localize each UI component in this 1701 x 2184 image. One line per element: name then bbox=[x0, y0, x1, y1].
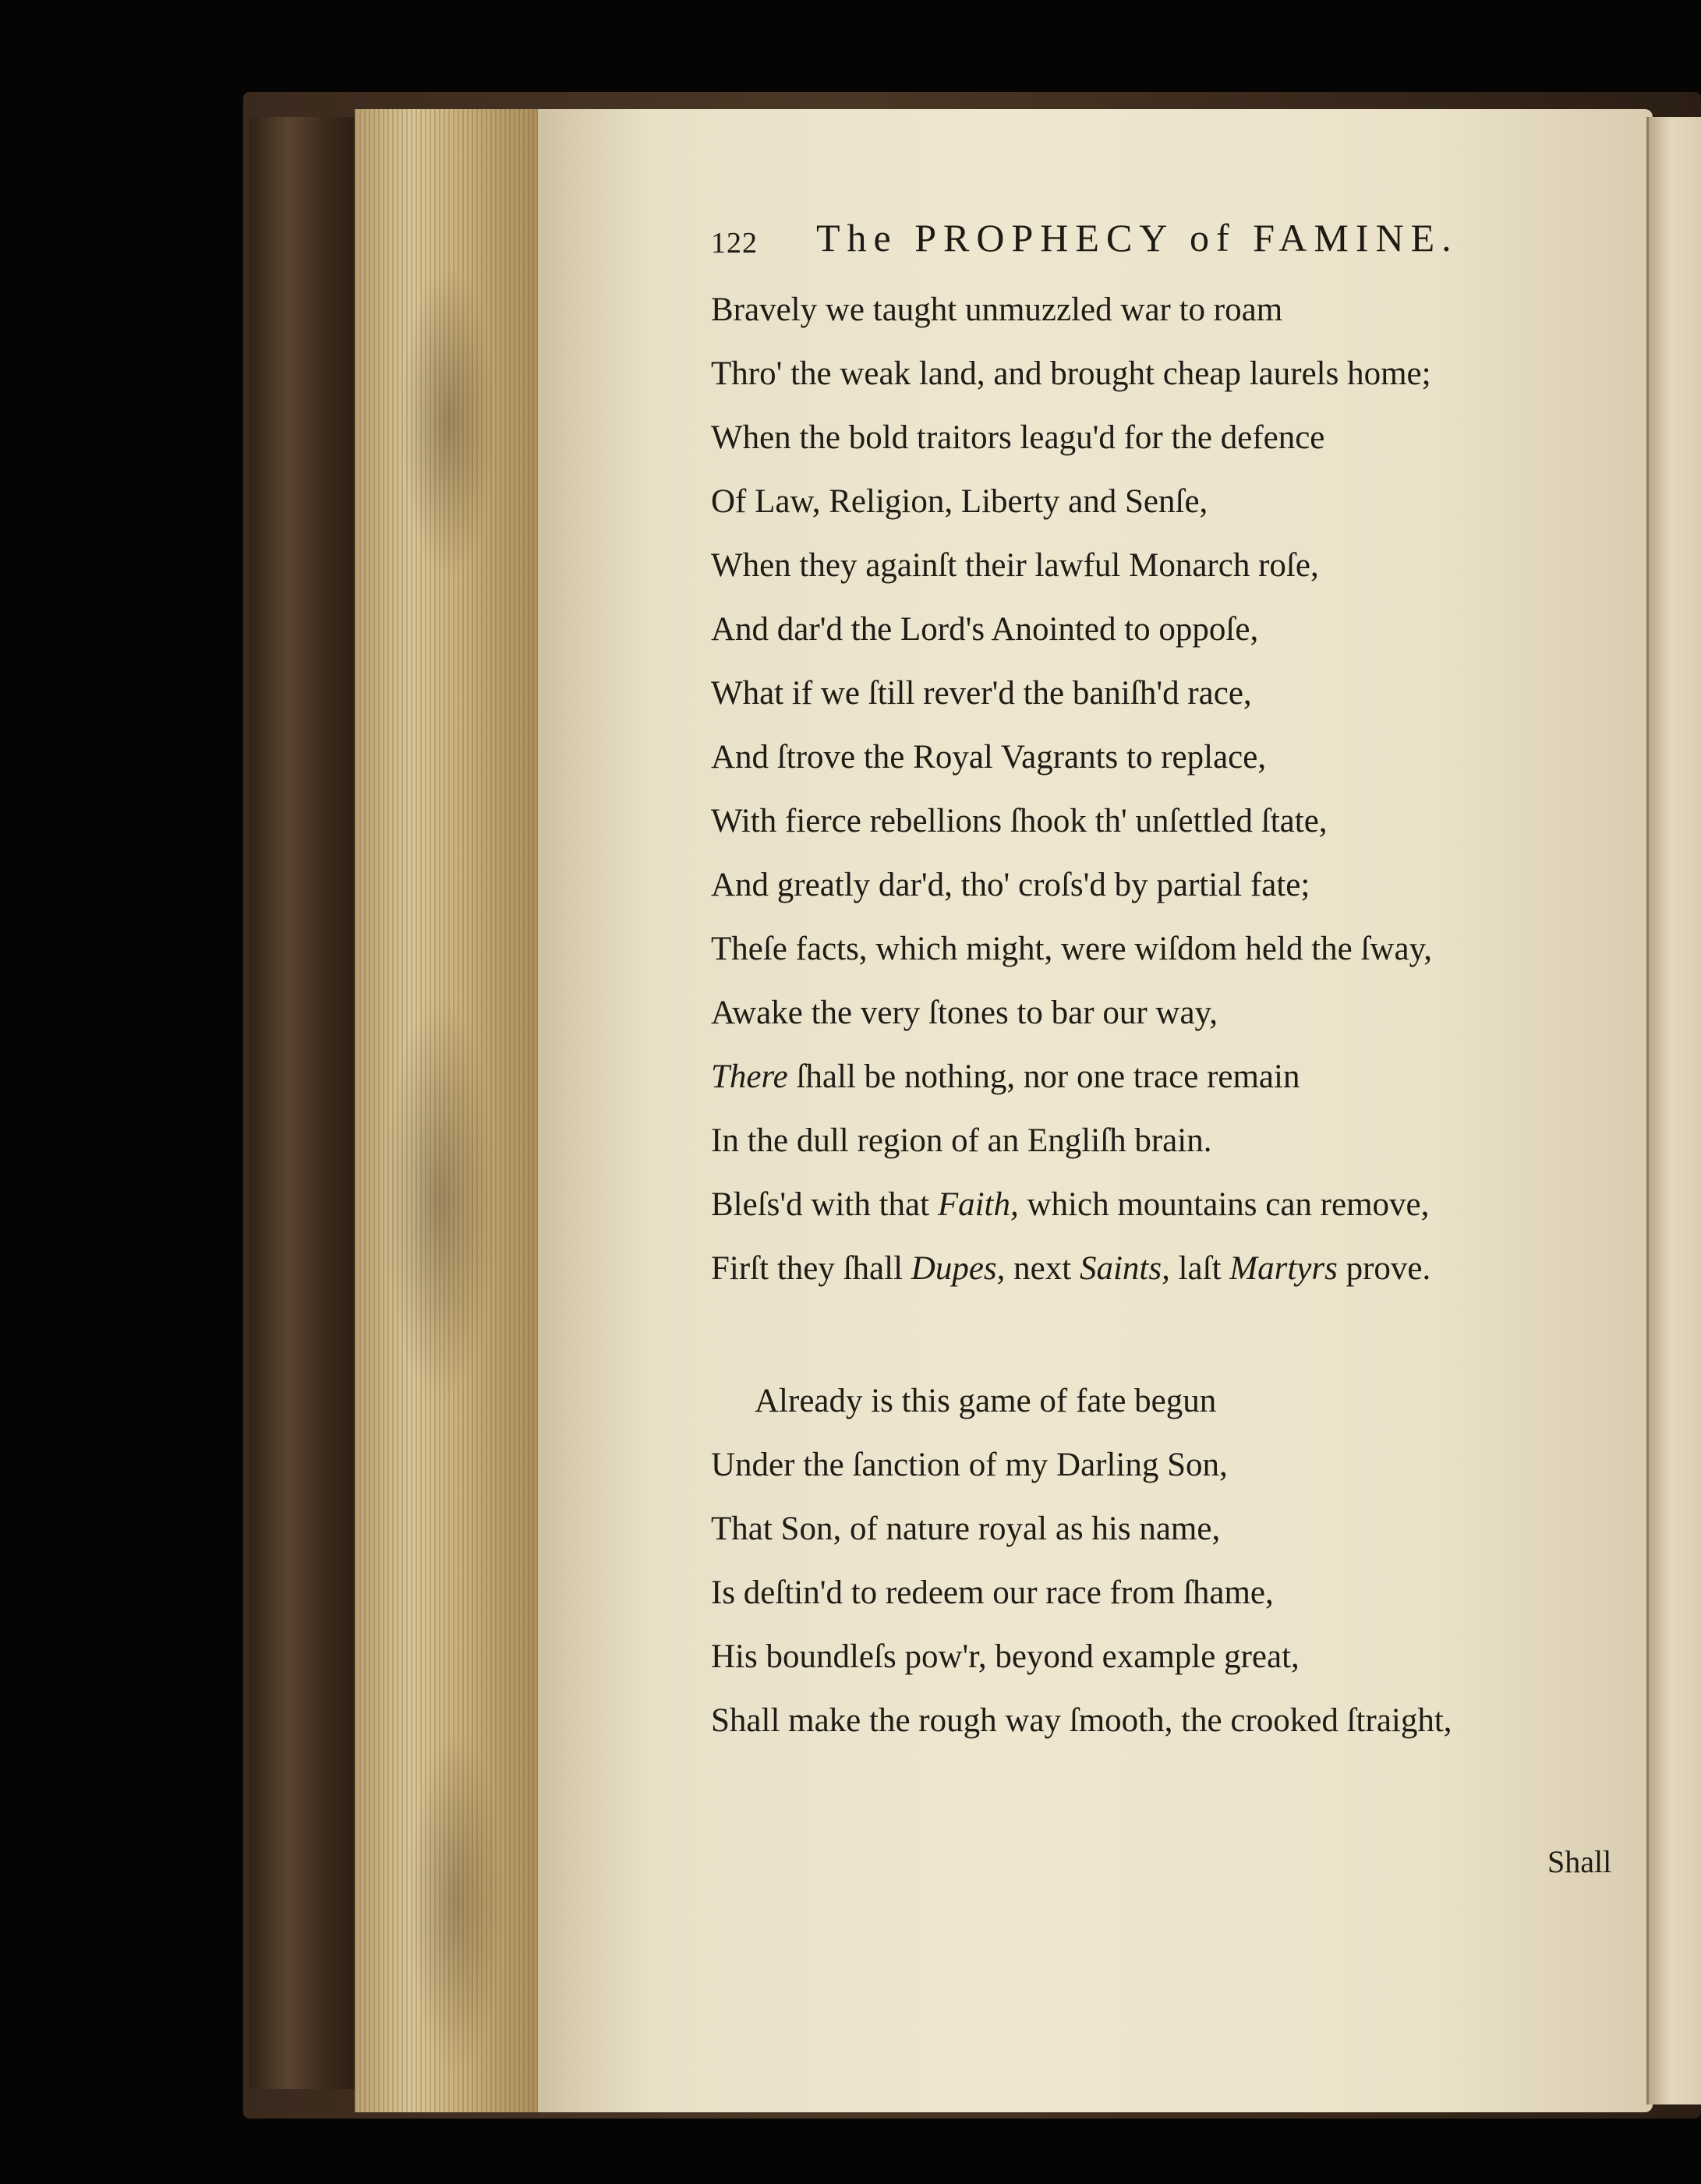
verse-text: Bleſs'd with that bbox=[711, 1186, 938, 1223]
running-title: The PROPHECY of FAMINE. bbox=[816, 216, 1459, 260]
verse-text: which mountains can remove, bbox=[1018, 1186, 1430, 1223]
verse-line: What if we ſtill rever'd the baniſh'd race, bbox=[711, 675, 1252, 712]
book-page bbox=[538, 109, 1653, 2112]
verse-line bbox=[711, 1060, 1300, 1094]
verse-line: Is deſtin'd to redeem our race from ſhame, bbox=[711, 1574, 1274, 1611]
verse-text: ſhall be nothing, nor one trace remain bbox=[787, 1058, 1300, 1095]
verse-text: laſt bbox=[1169, 1250, 1230, 1287]
verse-line: In the dull region of an Engliſh brain. bbox=[711, 1122, 1212, 1159]
verse-line: His boundleſs pow'r, beyond example great, bbox=[711, 1638, 1300, 1675]
catchword: Shall bbox=[1547, 1844, 1612, 1879]
italic-word: Martyrs bbox=[1229, 1250, 1338, 1287]
verse-text: Firſt they ſhall bbox=[711, 1250, 911, 1287]
verse-line: With fierce rebellions ſhook th' unſettled ſtate, bbox=[711, 803, 1328, 839]
verse-line: Bravely we taught unmuzzled war to roam bbox=[711, 292, 1283, 328]
verse-line: That Son, of nature royal as his name, bbox=[711, 1511, 1221, 1547]
verse-line: And ſtrove the Royal Vagrants to replace, bbox=[711, 739, 1267, 776]
verse-line: When the bold traitors leagu'd for the defence bbox=[711, 419, 1325, 456]
page-number: 122 bbox=[711, 227, 758, 260]
italic-word: Saints, bbox=[1079, 1250, 1170, 1287]
page-header bbox=[711, 215, 1584, 270]
verse-line: When they againſt their lawful Monarch roſe, bbox=[711, 547, 1319, 584]
book-spine bbox=[249, 117, 359, 2089]
verse-text: next bbox=[1005, 1250, 1080, 1287]
verse-line: And greatly dar'd, tho' croſs'd by partial fate; bbox=[711, 867, 1310, 903]
verse-text: prove. bbox=[1337, 1250, 1431, 1287]
facing-page-edge bbox=[1646, 117, 1701, 2104]
page-edges bbox=[355, 109, 542, 2112]
verse-line: And dar'd the Lord's Anointed to oppoſe, bbox=[711, 611, 1259, 648]
verse-line: Shall make the rough way ſmooth, the crooked ſtraight, bbox=[711, 1702, 1452, 1739]
italic-word: Faith, bbox=[937, 1186, 1019, 1223]
verse-line: Already is this game of fate begun bbox=[755, 1383, 1217, 1419]
verse-line: Awake the very ſtones to bar our way, bbox=[711, 995, 1218, 1031]
italic-word: Dupes, bbox=[911, 1250, 1006, 1287]
verse-line: Thro' the weak land, and brought cheap laurels home; bbox=[711, 355, 1431, 392]
italic-word: There bbox=[711, 1058, 788, 1095]
verse-line bbox=[711, 1252, 1430, 1285]
verse-line: Of Law, Religion, Liberty and Senſe, bbox=[711, 483, 1208, 520]
verse-line: Theſe facts, which might, were wiſdom held the ſway, bbox=[711, 931, 1433, 967]
verse-line: Under the ſanction of my Darling Son, bbox=[711, 1447, 1228, 1483]
verse-line bbox=[711, 1188, 1429, 1221]
